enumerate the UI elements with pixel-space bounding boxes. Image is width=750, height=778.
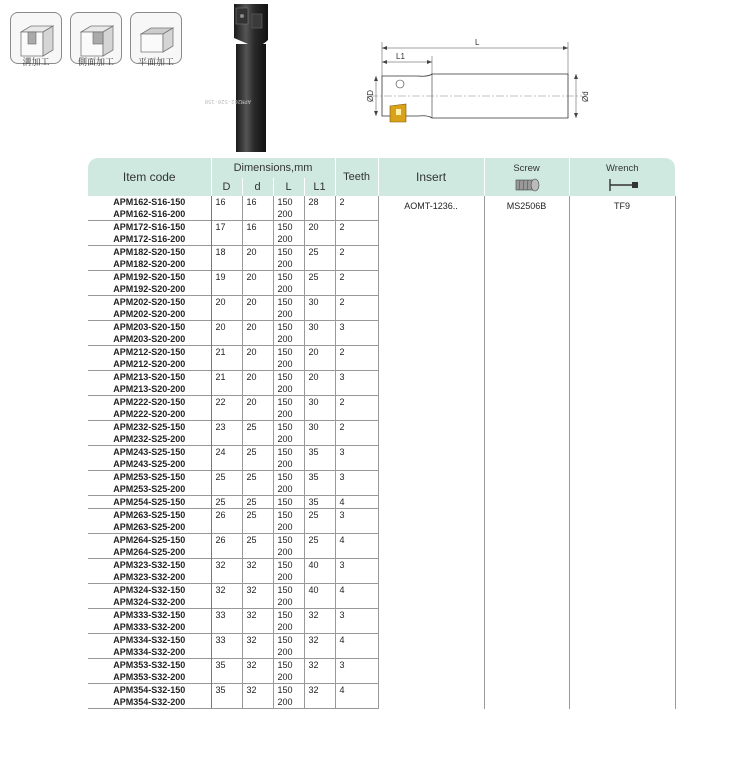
d-outer-cell: 24 [211,446,242,459]
length-cell: 200 [273,383,304,396]
teeth-cell: 2 [335,396,378,409]
l1-cell: 25 [304,271,335,284]
l1-cell: 35 [304,446,335,459]
face-milling-label: 平面加工 [137,57,174,67]
l1-cell: 35 [304,496,335,509]
d-outer-cell: 35 [211,659,242,672]
tool-dimension-drawing [366,36,600,136]
header-teeth: Teeth [335,158,378,196]
d-outer-cell: 20 [211,321,242,334]
d-shank-cell [242,596,273,609]
l1-cell [304,571,335,584]
item-code-cell: APM203-S20-200 [88,333,211,346]
length-cell: 150 [273,421,304,434]
length-cell: 200 [273,696,304,709]
d-shank-cell [242,258,273,271]
teeth-cell: 4 [335,684,378,697]
tool-marking: APM202-S20-150 [204,98,251,104]
item-code-cell: APM334-S32-200 [88,646,211,659]
d-outer-cell: 25 [211,496,242,509]
teeth-cell [335,358,378,371]
teeth-cell: 2 [335,221,378,234]
teeth-cell: 3 [335,471,378,484]
length-cell: 200 [273,433,304,446]
length-cell: 150 [273,659,304,672]
header-insert: Insert [378,158,484,196]
l1-cell [304,671,335,684]
l1-cell: 30 [304,296,335,309]
length-cell: 150 [273,396,304,409]
teeth-cell [335,333,378,346]
teeth-cell [335,646,378,659]
d-outer-cell: 22 [211,396,242,409]
l1-cell [304,696,335,709]
teeth-cell [335,571,378,584]
length-cell: 150 [273,296,304,309]
header-screw-label: Screw [513,163,540,174]
d-shank-cell [242,433,273,446]
d-shank-cell [242,208,273,221]
item-code-cell: APM162-S16-150 [88,196,211,208]
l1-cell: 32 [304,684,335,697]
d-shank-cell [242,308,273,321]
length-cell: 200 [273,646,304,659]
d-outer-cell [211,621,242,634]
d-shank-cell [242,283,273,296]
item-code-cell: APM203-S20-150 [88,321,211,334]
d-outer-cell [211,383,242,396]
l1-cell [304,433,335,446]
d-outer-cell [211,408,242,421]
d-outer-cell [211,333,242,346]
teeth-cell [335,671,378,684]
l1-cell: 25 [304,534,335,547]
length-cell: 200 [273,521,304,534]
d-outer-cell [211,571,242,584]
header-item-code: Item code [88,158,211,196]
teeth-cell [335,308,378,321]
item-code-cell: APM232-S25-200 [88,433,211,446]
teeth-cell [335,596,378,609]
dim-d-label: Ød [581,91,590,102]
d-outer-cell [211,596,242,609]
d-outer-cell: 32 [211,584,242,597]
length-cell: 150 [273,634,304,647]
length-cell: 200 [273,458,304,471]
l1-cell [304,283,335,296]
teeth-cell: 4 [335,634,378,647]
teeth-cell [335,233,378,246]
d-shank-cell: 25 [242,496,273,509]
d-shank-cell [242,546,273,559]
d-shank-cell [242,671,273,684]
d-outer-cell: 23 [211,421,242,434]
length-cell: 200 [273,671,304,684]
d-outer-cell: 33 [211,634,242,647]
d-outer-cell: 20 [211,296,242,309]
d-shank-cell: 20 [242,246,273,259]
d-outer-cell: 33 [211,609,242,622]
d-outer-cell [211,208,242,221]
l1-cell [304,646,335,659]
teeth-cell [335,546,378,559]
length-cell: 150 [273,684,304,697]
header-D: D [211,178,242,196]
d-shank-cell [242,696,273,709]
dim-L-label: L [475,38,480,47]
l1-cell: 30 [304,421,335,434]
length-cell: 150 [273,221,304,234]
item-code-cell: APM222-S20-150 [88,396,211,409]
teeth-cell [335,258,378,271]
d-outer-cell: 18 [211,246,242,259]
teeth-cell: 2 [335,346,378,359]
l1-cell [304,333,335,346]
l1-cell: 32 [304,634,335,647]
l1-cell [304,233,335,246]
item-code-cell: APM162-S16-200 [88,208,211,221]
d-shank-cell: 32 [242,659,273,672]
length-cell: 150 [273,471,304,484]
length-cell: 150 [273,559,304,572]
teeth-cell: 2 [335,296,378,309]
teeth-cell: 3 [335,559,378,572]
l1-cell: 20 [304,371,335,384]
length-cell: 200 [273,233,304,246]
d-shank-cell: 20 [242,321,273,334]
length-cell: 150 [273,609,304,622]
teeth-cell: 3 [335,321,378,334]
item-code-cell: APM323-S32-150 [88,559,211,572]
item-code-cell: APM172-S16-150 [88,221,211,234]
item-code-cell: APM182-S20-200 [88,258,211,271]
item-code-cell: APM212-S20-150 [88,346,211,359]
item-code-cell: APM253-S25-150 [88,471,211,484]
teeth-cell: 2 [335,421,378,434]
item-code-cell: APM334-S32-150 [88,634,211,647]
length-cell: 200 [273,283,304,296]
length-cell: 200 [273,596,304,609]
teeth-cell [335,208,378,221]
d-shank-cell [242,646,273,659]
wrench-cell: TF9 [569,196,675,709]
item-code-cell: APM324-S32-150 [88,584,211,597]
d-shank-cell [242,233,273,246]
d-shank-cell [242,408,273,421]
d-outer-cell: 26 [211,534,242,547]
item-code-cell: APM202-S20-150 [88,296,211,309]
d-outer-cell: 21 [211,346,242,359]
teeth-cell [335,696,378,709]
l1-cell: 40 [304,559,335,572]
teeth-cell: 3 [335,371,378,384]
d-shank-cell: 32 [242,559,273,572]
d-outer-cell: 26 [211,509,242,522]
l1-cell [304,621,335,634]
d-shank-cell: 25 [242,471,273,484]
l1-cell: 40 [304,584,335,597]
item-code-cell: APM213-S20-150 [88,371,211,384]
teeth-cell [335,383,378,396]
item-code-cell: APM192-S20-150 [88,271,211,284]
dim-L1-label: L1 [396,52,405,61]
length-cell: 200 [273,621,304,634]
length-cell: 150 [273,346,304,359]
l1-cell: 30 [304,396,335,409]
d-shank-cell: 32 [242,584,273,597]
l1-cell: 25 [304,509,335,522]
screw-icon [512,177,542,193]
teeth-cell [335,283,378,296]
length-cell: 150 [273,509,304,522]
teeth-cell [335,621,378,634]
teeth-cell: 2 [335,271,378,284]
d-outer-cell [211,696,242,709]
d-shank-cell: 20 [242,296,273,309]
teeth-cell: 2 [335,246,378,259]
item-code-cell: APM254-S25-150 [88,496,211,509]
length-cell: 200 [273,483,304,496]
d-outer-cell [211,233,242,246]
d-outer-cell [211,546,242,559]
d-shank-cell: 20 [242,271,273,284]
header-L1: L1 [304,178,335,196]
d-shank-cell: 20 [242,396,273,409]
d-shank-cell: 32 [242,634,273,647]
teeth-cell [335,483,378,496]
item-code-cell: APM353-S32-150 [88,659,211,672]
wrench-icon [602,177,642,193]
l1-cell [304,596,335,609]
item-code-cell: APM232-S25-150 [88,421,211,434]
d-outer-cell [211,458,242,471]
item-code-cell: APM264-S25-200 [88,546,211,559]
l1-cell: 25 [304,246,335,259]
d-outer-cell [211,646,242,659]
d-shank-cell: 20 [242,371,273,384]
item-code-cell: APM354-S32-200 [88,696,211,709]
teeth-cell: 3 [335,609,378,622]
length-cell: 150 [273,446,304,459]
d-shank-cell: 20 [242,346,273,359]
l1-cell [304,546,335,559]
length-cell: 150 [273,534,304,547]
d-outer-cell [211,433,242,446]
d-shank-cell: 16 [242,196,273,208]
d-outer-cell: 17 [211,221,242,234]
d-outer-cell: 32 [211,559,242,572]
length-cell: 200 [273,546,304,559]
d-shank-cell [242,483,273,496]
l1-cell: 30 [304,321,335,334]
length-cell: 150 [273,496,304,509]
d-outer-cell: 25 [211,471,242,484]
d-outer-cell: 19 [211,271,242,284]
l1-cell: 35 [304,471,335,484]
d-shank-cell [242,621,273,634]
item-code-cell: APM253-S25-200 [88,483,211,496]
insert-cell: AOMT-1236.. [378,196,484,709]
l1-cell [304,258,335,271]
l1-cell: 20 [304,221,335,234]
header-L: L [273,178,304,196]
d-shank-cell [242,458,273,471]
length-cell: 150 [273,196,304,208]
item-code-cell: APM222-S20-200 [88,408,211,421]
length-cell: 200 [273,358,304,371]
screw-cell: MS2506B [484,196,569,709]
teeth-cell: 4 [335,584,378,597]
d-shank-cell [242,383,273,396]
item-code-cell: APM333-S32-200 [88,621,211,634]
length-cell: 200 [273,208,304,221]
header-wrench-label: Wrench [606,163,639,174]
l1-cell: 28 [304,196,335,208]
end-mill-photo [204,0,274,152]
d-shank-cell: 16 [242,221,273,234]
l1-cell: 32 [304,609,335,622]
d-shank-cell [242,358,273,371]
d-outer-cell [211,671,242,684]
d-outer-cell: 35 [211,684,242,697]
teeth-cell: 4 [335,496,378,509]
d-outer-cell [211,483,242,496]
l1-cell [304,208,335,221]
item-code-cell: APM353-S32-200 [88,671,211,684]
teeth-cell [335,458,378,471]
d-shank-cell: 32 [242,684,273,697]
length-cell: 200 [273,333,304,346]
d-outer-cell [211,521,242,534]
l1-cell [304,358,335,371]
length-cell: 200 [273,308,304,321]
item-code-cell: APM354-S32-150 [88,684,211,697]
length-cell: 150 [273,584,304,597]
l1-cell [304,308,335,321]
length-cell: 150 [273,371,304,384]
teeth-cell [335,433,378,446]
d-shank-cell: 25 [242,421,273,434]
d-shank-cell [242,571,273,584]
dim-D-label: ØD [366,90,375,102]
d-outer-cell [211,258,242,271]
table-row [88,196,675,208]
side-milling-label: 側面加工 [77,57,114,67]
item-code-cell: APM182-S20-150 [88,246,211,259]
l1-cell: 32 [304,659,335,672]
d-shank-cell: 25 [242,509,273,522]
length-cell: 150 [273,246,304,259]
item-code-cell: APM192-S20-200 [88,283,211,296]
d-outer-cell [211,358,242,371]
teeth-cell [335,408,378,421]
length-cell: 200 [273,571,304,584]
l1-cell [304,483,335,496]
item-code-cell: APM212-S20-200 [88,358,211,371]
item-code-cell: APM243-S25-150 [88,446,211,459]
length-cell: 150 [273,271,304,284]
item-code-cell: APM213-S20-200 [88,383,211,396]
item-code-cell: APM323-S32-200 [88,571,211,584]
teeth-cell: 4 [335,534,378,547]
header-d: d [242,178,273,196]
teeth-cell [335,521,378,534]
d-shank-cell [242,333,273,346]
l1-cell [304,408,335,421]
specification-table [88,158,676,709]
d-outer-cell [211,283,242,296]
d-shank-cell: 25 [242,446,273,459]
item-code-cell: APM333-S32-150 [88,609,211,622]
l1-cell [304,521,335,534]
length-cell: 150 [273,321,304,334]
slot-milling-label: 溝加工 [22,57,50,67]
item-code-cell: APM202-S20-200 [88,308,211,321]
item-code-cell: APM263-S25-200 [88,521,211,534]
header-dimensions: Dimensions,mm [211,158,335,178]
l1-cell [304,383,335,396]
teeth-cell: 3 [335,446,378,459]
l1-cell [304,458,335,471]
teeth-cell: 2 [335,196,378,208]
item-code-cell: APM324-S32-200 [88,596,211,609]
d-outer-cell: 21 [211,371,242,384]
teeth-cell: 3 [335,509,378,522]
length-cell: 200 [273,408,304,421]
d-shank-cell: 32 [242,609,273,622]
header-screw [484,158,569,196]
d-outer-cell [211,308,242,321]
d-shank-cell [242,521,273,534]
item-code-cell: APM263-S25-150 [88,509,211,522]
d-outer-cell: 16 [211,196,242,208]
length-cell: 200 [273,258,304,271]
product-header-area [0,0,750,158]
l1-cell: 20 [304,346,335,359]
teeth-cell: 3 [335,659,378,672]
header-wrench [569,158,675,196]
item-code-cell: APM243-S25-200 [88,458,211,471]
item-code-cell: APM264-S25-150 [88,534,211,547]
d-shank-cell: 25 [242,534,273,547]
item-code-cell: APM172-S16-200 [88,233,211,246]
